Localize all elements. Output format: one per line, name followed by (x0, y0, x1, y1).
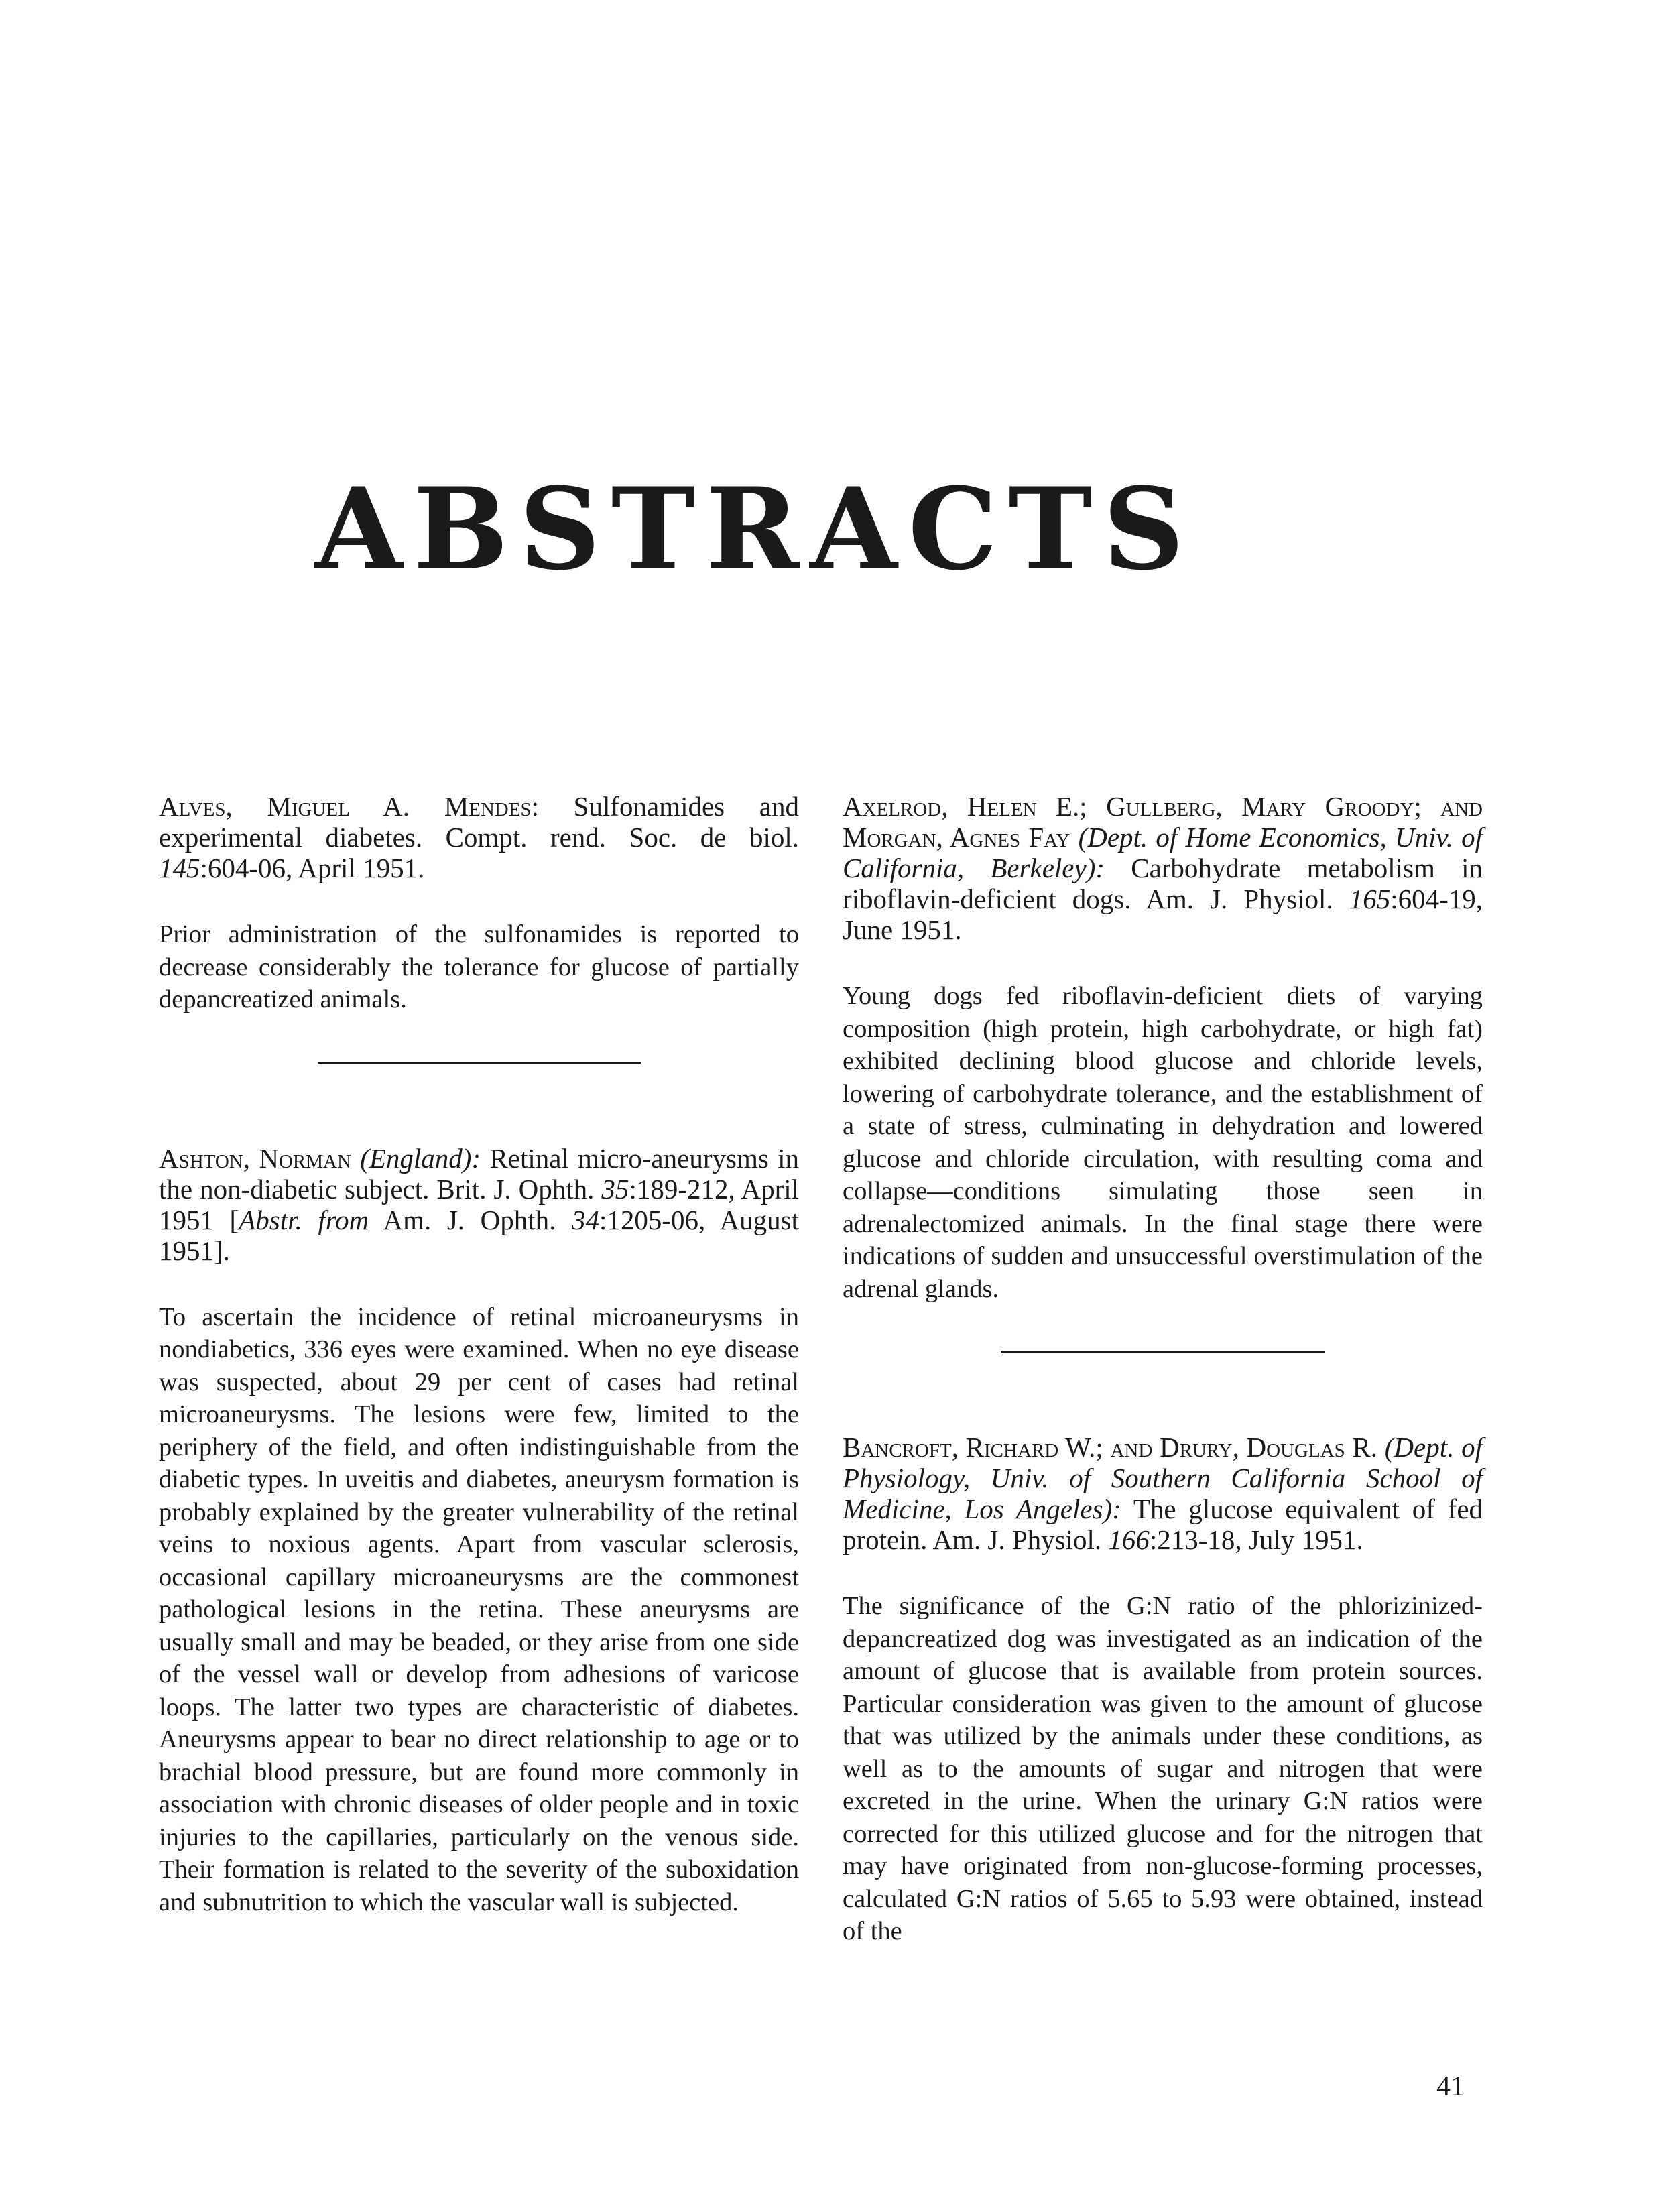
abstract-body: Young dogs fed riboflavin-deficient diets of varying composition (high protein, high carbohydrate, or high fat) exhibited declining blood glucose and chloride levels, lowering of carbohydrate tolerance, and the establishment of a state of stress, culminating in dehydration and lowered glucose and chloride circulation, with resulting coma and collapse—conditions simulating those seen in adrenalectomized animals. In the final stage there were indications of sudden and unsuccessful overstimulation of the adrenal glands. (843, 982, 1483, 1303)
citation-text: The glucose equivalent of fed protein. Am. J. Physiol. (843, 1493, 1483, 1555)
citation (843, 791, 1483, 945)
citation-text: Carbohydrate metabolism in riboflavin-deficient dogs. Am. J. Physiol. (843, 853, 1483, 914)
abstract-body: To ascertain the incidence of retinal microaneurysms in nondiabetics, 336 eyes were examined. When no eye disease was suspected, about 29 per cent of cases had retinal microaneurysms. The lesions were few, limited to the periphery of the field, and often indistinguishable from the diabetic types. In uveitis and diabetes, aneurysm formation is probably explained by the greater vulnerability of the retinal veins to noxious agents. Apart from vascular sclerosis, occasional capillary microaneurysms are the commonest pathological lesions in the retina. These aneurysms are usually small and may be beaded, or they arise from one side of the vessel wall or develop from adhesions of varicose loops. The latter two types are characteristic of diabetes. Aneurysms appear to bear no direct relationship to age or to brachial blood pressure, but are found more commonly in association with chronic diseases of older people and in toxic injuries to the capillaries, particularly on the venous side. Their formation is related to the severity of the suboxidation and subnutrition to which the vascular wall is subjected. (159, 1302, 799, 1916)
author-names: Ashton, Norman (159, 1142, 351, 1174)
abstract-body: Prior administration of the sulfonamides is reported to decrease considerably the tolerance for glucose of partially depancreatized animals. (159, 920, 799, 1013)
citation-text: Retinal micro-aneurysms in the non-diabetic subject. Brit. J. Ophth. (159, 1142, 799, 1205)
page-number: 41 (1436, 2071, 1465, 2102)
volume-number: 145 (159, 853, 200, 883)
citation-source-pages: :1205-06, August 1951]. (159, 1204, 799, 1266)
volume-number: 35 (601, 1173, 629, 1205)
abstract-entry-ashton (159, 1143, 799, 1919)
citation-pages-date: :604-06, April 1951. (200, 853, 425, 883)
left-column (159, 791, 799, 1918)
abstract-entry-alves (159, 791, 799, 1016)
section-divider (1001, 1351, 1325, 1353)
citation (159, 791, 799, 883)
abstract-entry-axelrod (843, 791, 1483, 1305)
section-divider (318, 1062, 641, 1064)
volume-number: 166 (1108, 1524, 1150, 1555)
right-column (843, 791, 1483, 1948)
abstract-body: The significance of the G:N ratio of the phlorizinized-depancreatized dog was investigated as an indication of the amount of glucose that is available from protein sources. Particular consideration was given to the amount of glucose that was utilized by the animals under these conditions, as well as to the amounts of sugar and nitrogen that were excreted in the urine. When the urinary G:N ratios were corrected for this utilized glucose and for the nitrogen that may have originated from non-glucose-forming processes, calculated G:N ratios of 5.65 to 5.93 were obtained, instead of the (843, 1592, 1483, 1945)
abstract-entry-bancroft (843, 1432, 1483, 1948)
author-affiliation: (Dept. of Physiology, Univ. of Southern California School of Medicine, Los Angeles): (843, 1432, 1483, 1524)
citation-source-journal: Am. J. Ophth. (369, 1204, 572, 1235)
author-affiliation: (England): (351, 1142, 481, 1174)
volume-number: 165 (1349, 883, 1391, 914)
citation-pages-date: :604-19, June 1951. (843, 883, 1483, 945)
page-title: ABSTRACTS (315, 463, 1195, 595)
abstract-source-label: Abstr. from (239, 1204, 369, 1235)
citation (843, 1432, 1483, 1555)
citation-pages-date: :189-212, April 1951 [ (159, 1173, 800, 1235)
author-names: Bancroft, Richard W.; and Drury, Douglas R. (843, 1432, 1378, 1463)
source-volume-number: 34 (571, 1204, 599, 1235)
author-names: Alves, Miguel A. Mendes: (159, 791, 539, 822)
citation-pages-date: :213-18, July 1951. (1149, 1524, 1363, 1555)
author-names: Axelrod, Helen E.; Gullberg, Mary Groody; and Morgan, Agnes Fay (843, 791, 1483, 853)
citation (159, 1143, 799, 1266)
citation-text: Sulfonamides and experimental diabetes. Compt. rend. Soc. de biol. (159, 791, 799, 853)
author-affiliation: (Dept. of Home Economics, Univ. of California, Berkeley): (843, 822, 1483, 883)
